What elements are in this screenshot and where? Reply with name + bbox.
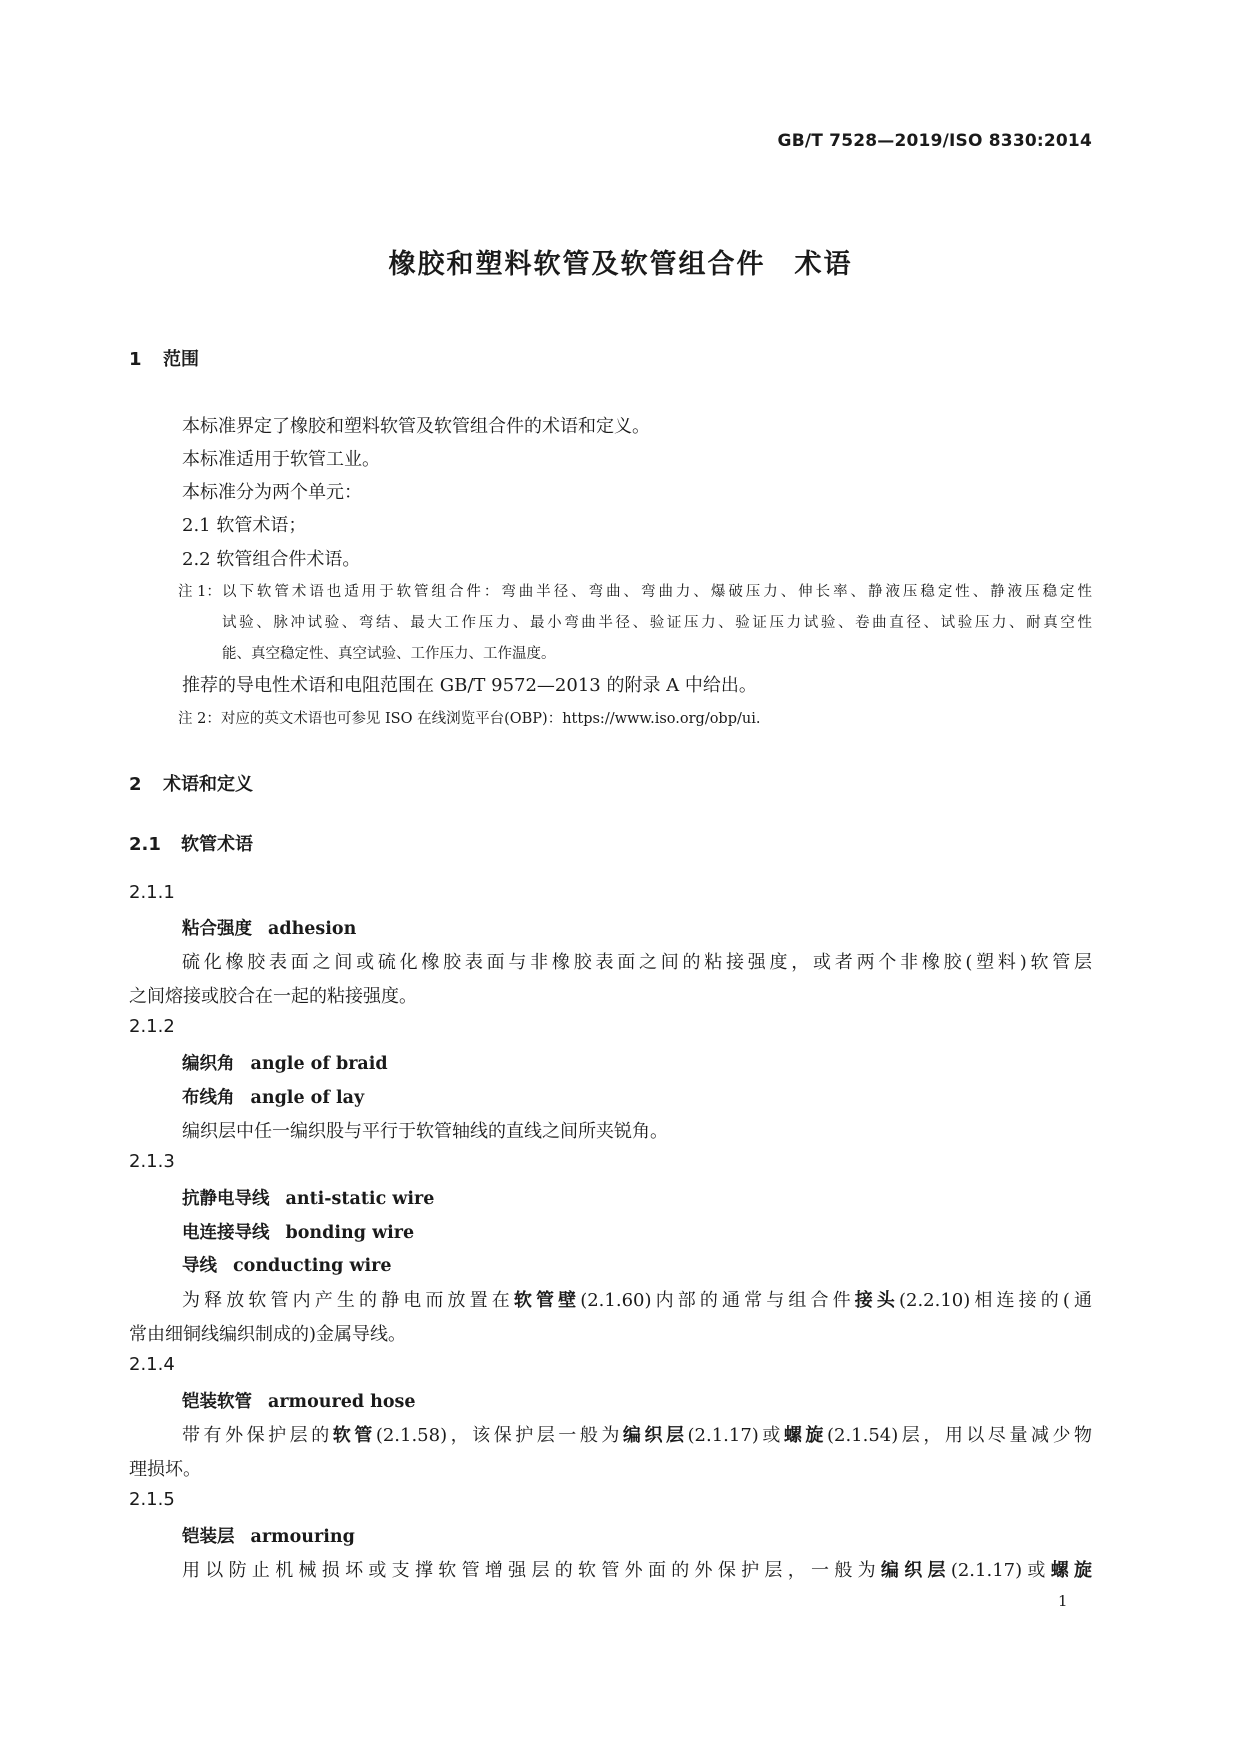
paragraph: 推荐的导电性术语和电阻范围在 GB/T 9572—2013 的附录 A 中给出。 <box>182 675 757 696</box>
term-en: angle of braid <box>250 1054 388 1074</box>
term-zh: 粘合强度 <box>182 919 252 939</box>
note-text: 试验、脉冲试验、弯结、最大工作压力、最小弯曲半径、验证压力、验证压力试验、卷曲直径、试验压力、耐真空性 <box>222 615 1092 631</box>
term-en: bonding wire <box>285 1223 415 1243</box>
term-zh: 布线角 <box>182 1088 235 1108</box>
term-entry <box>182 1084 364 1109</box>
section-number: 2 <box>129 774 142 795</box>
subsection-number: 2.1 <box>129 834 161 855</box>
section-number: 1 <box>129 349 142 370</box>
note-label: 注 1： <box>178 584 221 600</box>
term-definition <box>182 1421 1092 1447</box>
term-number: 2.1.3 <box>129 1151 175 1172</box>
page-number: 1 <box>1058 1592 1068 1610</box>
term-definition: 硫化橡胶表面之间或硫化橡胶表面与非橡胶表面之间的粘接强度，或者两个非橡胶(塑料)软管层 <box>182 952 1092 973</box>
term-definition: 理损坏。 <box>129 1459 201 1480</box>
term-zh: 导线 <box>182 1256 217 1276</box>
term-entry <box>182 1252 392 1277</box>
definition-text: (2.1.17)或 <box>687 1425 784 1446</box>
term-definition: 之间熔接或胶合在一起的粘接强度。 <box>129 986 417 1007</box>
term-en: armoured hose <box>268 1392 416 1412</box>
term-number: 2.1.2 <box>129 1016 175 1037</box>
note-text: 注 2：对应的英文术语也可参见 ISO 在线浏览平台(OBP)：https://www.iso.org/obp/ui. <box>178 711 761 727</box>
term-entry <box>182 1050 388 1075</box>
term-zh: 铠装软管 <box>182 1392 252 1412</box>
term-en: conducting wire <box>233 1256 392 1276</box>
term-number: 2.1.5 <box>129 1489 175 1510</box>
section-title: 术语和定义 <box>163 774 253 795</box>
term-zh: 铠装层 <box>182 1527 235 1547</box>
definition-text: 用以防止机械损坏或支撑软管增强层的软管外面的外保护层，一般为 <box>182 1560 881 1581</box>
definition-text: (2.2.10)相连接的(通 <box>898 1290 1093 1311</box>
term-entry <box>182 1388 416 1413</box>
cross-reference: 编织层 <box>622 1425 688 1446</box>
term-definition: 常由细铜线编织制成的)金属导线。 <box>129 1324 407 1345</box>
definition-text: (2.1.60)内部的通常与组合件 <box>580 1290 855 1311</box>
term-zh: 编织角 <box>182 1054 235 1074</box>
cross-reference: 螺旋 <box>1050 1560 1093 1581</box>
standard-number: GB/T 7528—2019/ISO 8330:2014 <box>777 131 1092 151</box>
term-entry <box>182 1185 434 1210</box>
term-definition: 编织层中任一编织股与平行于软管轴线的直线之间所夹锐角。 <box>182 1121 668 1142</box>
term-number: 2.1.1 <box>129 882 175 903</box>
cross-reference: 编织层 <box>880 1560 951 1581</box>
term-en: adhesion <box>268 919 357 939</box>
note-text: 能、真空稳定性、真空试验、工作压力、工作温度。 <box>222 646 556 662</box>
subsection-heading <box>129 830 253 856</box>
term-definition <box>182 1286 1092 1312</box>
term-definition <box>182 1556 1092 1582</box>
cross-reference: 螺旋 <box>783 1425 827 1446</box>
term-entry <box>182 915 356 940</box>
cross-reference: 软管 <box>332 1425 376 1446</box>
paragraph: 本标准适用于软管工业。 <box>182 449 380 470</box>
cross-reference: 软管壁 <box>513 1290 581 1311</box>
subsection-title: 软管术语 <box>181 834 253 855</box>
term-zh: 抗静电导线 <box>182 1189 270 1209</box>
term-en: armouring <box>250 1527 355 1547</box>
definition-text: 带有外保护层的 <box>182 1425 333 1446</box>
cross-reference: 接头 <box>854 1290 899 1311</box>
document-title: 橡胶和塑料软管及软管组合件 术语 <box>388 249 853 280</box>
list-item: 2.2 软管组合件术语。 <box>182 549 361 570</box>
term-number: 2.1.4 <box>129 1354 175 1375</box>
term-entry <box>182 1523 355 1548</box>
definition-text: (2.1.58)，该保护层一般为 <box>375 1425 623 1446</box>
term-zh: 电连接导线 <box>182 1223 270 1243</box>
paragraph: 本标准界定了橡胶和塑料软管及软管组合件的术语和定义。 <box>182 416 650 437</box>
definition-text: 为释放软管内产生的静电而放置在 <box>182 1290 514 1311</box>
list-item: 2.1 软管术语； <box>182 515 307 536</box>
term-en: angle of lay <box>250 1088 365 1108</box>
term-entry <box>182 1219 414 1244</box>
section-2-heading <box>129 770 253 796</box>
definition-text: (2.1.54)层，用以尽量减少物 <box>826 1425 1093 1446</box>
section-1-heading <box>129 345 199 371</box>
definition-text: (2.1.17)或 <box>950 1560 1051 1581</box>
paragraph: 本标准分为两个单元： <box>182 482 362 503</box>
term-en: anti-static wire <box>285 1189 435 1209</box>
section-title: 范围 <box>163 349 199 370</box>
note-text: 以下软管术语也适用于软管组合件：弯曲半径、弯曲、弯曲力、爆破压力、伸长率、静液压稳定性、静液压稳定性 <box>222 584 1092 600</box>
